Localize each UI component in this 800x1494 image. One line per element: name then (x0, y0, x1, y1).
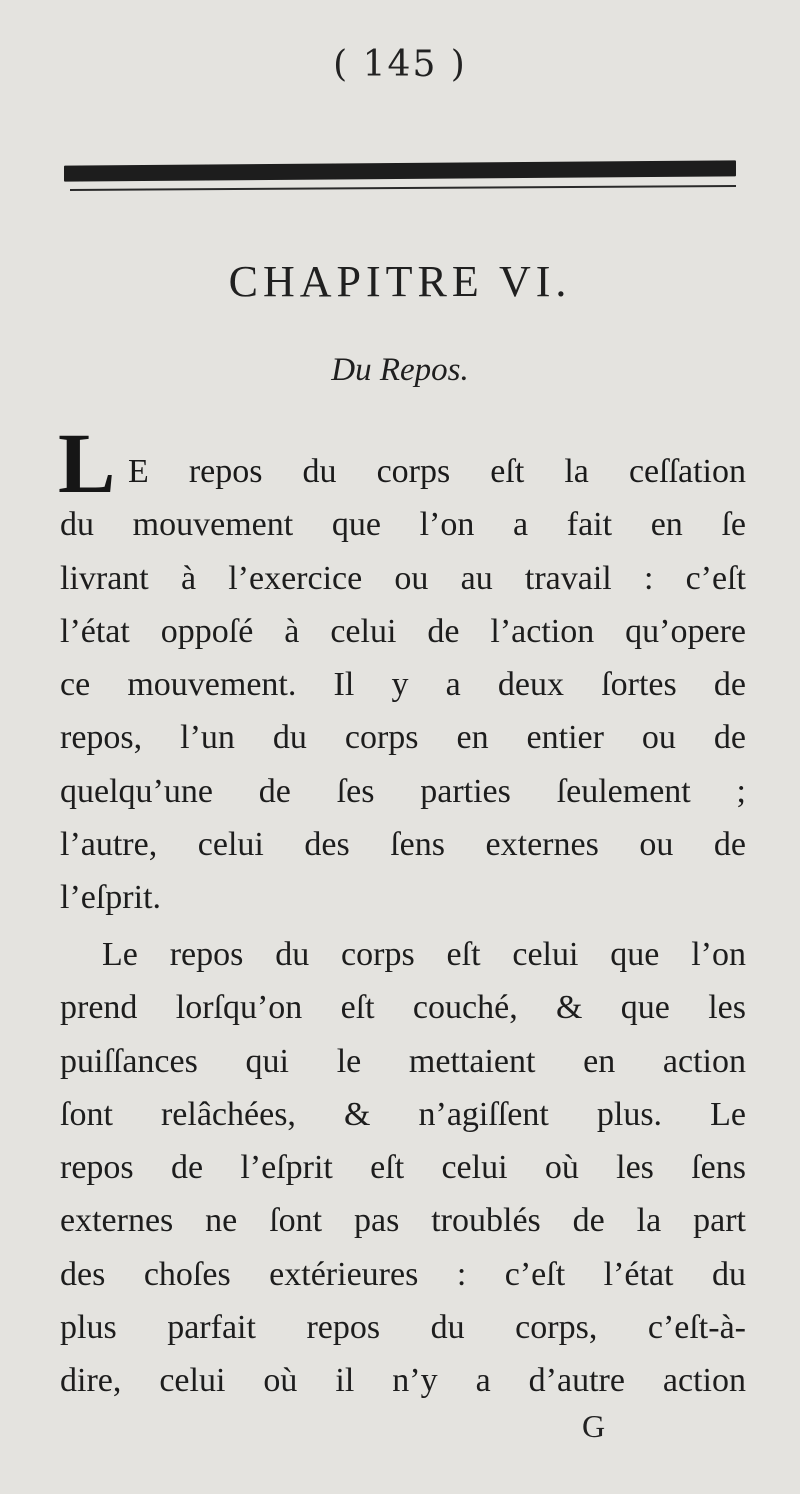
paragraph-1-line-8: l’autre, celui des ſens externes ou de (60, 826, 746, 864)
paragraph-1 (60, 498, 746, 924)
paragraph-1-line-7: quelqu’une de ſes parties ſeulement ; (60, 772, 746, 810)
paragraph-2-line-7: des choſes extérieures : c’eſt l’état du (60, 1255, 746, 1293)
paragraph-2-line-2: prend lorſqu’on eſt couché, & que les (60, 989, 746, 1027)
paragraph-2 (60, 928, 746, 1408)
paragraph-2-line-5: repos de l’eſprit eſt celui où les ſens (60, 1149, 746, 1187)
paragraph-2-line-9: dire, celui où il n’y a d’autre action (60, 1362, 746, 1400)
thin-rule (70, 185, 736, 191)
paragraph-1-line-1: E repos du corps eſt la ceſſation (128, 453, 746, 490)
paragraph-1-line-5: ce mouvement. Il y a deux ſortes de (60, 666, 746, 704)
paragraph-1-line-4: l’état oppoſé à celui de l’action qu’opere (60, 612, 746, 650)
chapter-title: CHAPITRE VI. (228, 257, 572, 306)
paragraph-2-line-4: ſont relâchées, & n’agiſſent plus. Le (60, 1095, 746, 1133)
thick-rule (64, 160, 736, 181)
paragraph-1-line-2: du mouvement que l’on a fait en ſe (60, 506, 746, 544)
paragraph-1-line-3: livrant à l’exercice ou au travail : c’eſt (60, 559, 746, 597)
paragraph-1-line-6: repos, l’un du corps en entier ou de (60, 719, 746, 757)
paragraph-2-line-1: Le repos du corps eſt celui que l’on (102, 936, 746, 973)
paragraph-1-line-9: l’eſprit. (60, 879, 162, 917)
paragraph-2-line-8: plus parfait repos du corps, c’eſt-à- (60, 1309, 746, 1347)
paragraph-2-line-6: externes ne ſont pas troublés de la part (60, 1202, 746, 1240)
signature-mark: G (582, 1408, 606, 1444)
section-title: Du Repos. (331, 352, 469, 388)
drop-cap: L (58, 415, 116, 511)
paragraph-2-line-3: puiſſances qui le mettaient en action (60, 1042, 746, 1080)
page-number: ( 145 ) (333, 44, 467, 85)
